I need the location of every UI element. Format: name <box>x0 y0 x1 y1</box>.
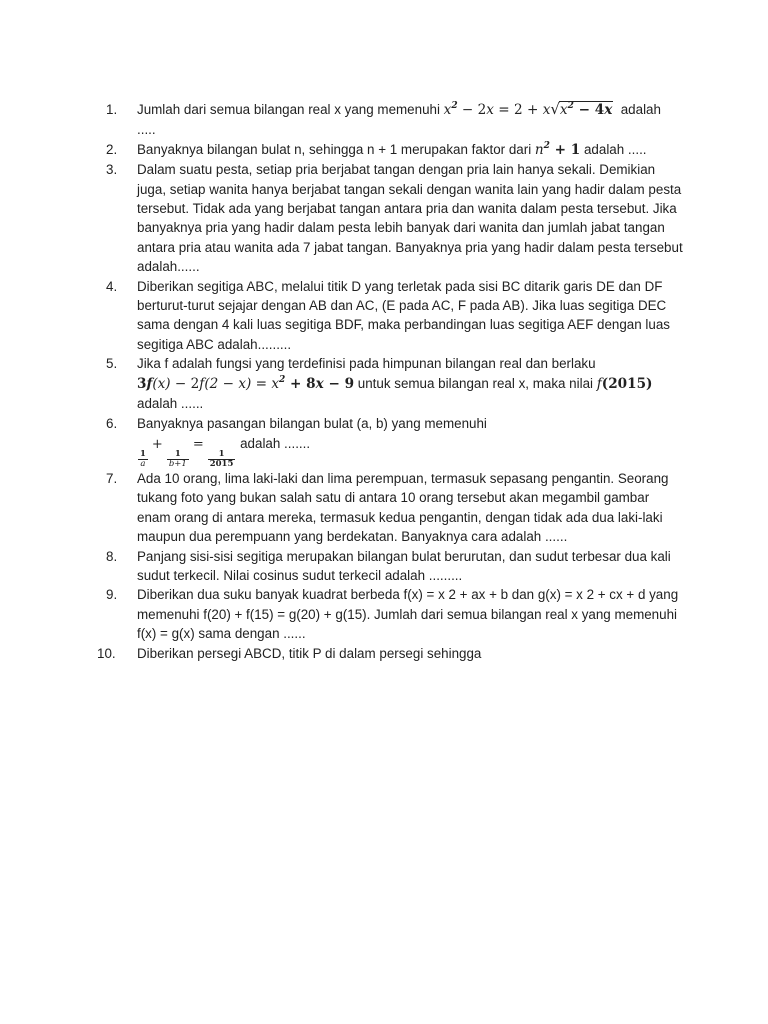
equals-sign: = <box>192 436 204 452</box>
problem-text: Jumlah dari semua bilangan real x yang memenuhi <box>137 102 444 117</box>
equation: $3f(x) - 2f(2 - x) = x^2 + 8x - 9$ <box>137 374 355 392</box>
problem-number: 10. <box>97 645 116 661</box>
problem-9 <box>106 585 686 643</box>
problem-text: Dalam suatu pesta, setiap pria berjabat tangan dengan pria lain hanya sekali. Demikian juga, setiap wanita hanya berjabat tangan sekali dengan wanita lain yang hadir dalam pesta tersebut. Tidak ada yang berjabat tangan antara pria dan wanita dalam pesta tersebut. Jika banyaknya pria yang hadir dalam pesta lebih banyak dari wanita dan jumlah jabat tangan antara pria atau wanita ada 7 jabat tangan. Banyaknya pria yang hadir dalam pesta tersebut adalah...... <box>137 162 683 275</box>
equation-value: f(2015) <box>596 375 653 392</box>
problem-list <box>97 100 686 663</box>
problem-7 <box>106 469 686 547</box>
problem-10 <box>97 644 686 663</box>
plus-sign: + <box>151 436 163 452</box>
problem-6 <box>106 414 686 469</box>
problem-1 <box>106 100 686 140</box>
problem-number: 4. <box>106 278 118 294</box>
radicand: $x^2 - 4x$ <box>559 101 613 118</box>
problem-text: Diberikan dua suku banyak kuadrat berbeda f(x) = x 2 + ax + b dan g(x) = x 2 + cx + d yang memenuhi f(20) + f(15) = g(20) + g(15). Jumlah dari semua bilangan real x yang memenuhi f(x) = g(x) sama dengan ...... <box>137 587 679 642</box>
equation-line <box>137 374 686 394</box>
problem-text: Ada 10 orang, lima laki-laki dan lima perempuan, termasuk sepasang pengantin. Seorang tukang foto yang bukan salah satu di antara 10 orang tersebut akan megambil gambar enam orang di antara mereka, termasuk kedua pengantin, dengan tidak ada dua laki-laki maupun dua perempuann yang berdekatan. Banyaknya cara adalah ...... <box>137 470 669 545</box>
problem-number: 7. <box>106 470 118 486</box>
problem-number: 1. <box>106 102 118 117</box>
problem-text: Diberikan persegi ABCD, titik P di dalam persegi sehingga <box>137 645 482 661</box>
problem-number: 3. <box>106 162 118 178</box>
problem-continuation: adalah ...... <box>137 396 204 412</box>
problem-number: 8. <box>106 548 118 564</box>
problem-text-after: adalah ....... <box>236 435 311 451</box>
problem-8 <box>106 547 686 586</box>
problem-text-after: adalah ..... <box>580 141 647 157</box>
problem-number: 9. <box>106 587 118 603</box>
problem-continuation: ..... <box>137 122 156 138</box>
problem-number: 2. <box>106 141 118 157</box>
problem-2 <box>106 140 686 160</box>
problem-text: Banyaknya pasangan bilangan bulat (a, b) yang memenuhi <box>137 415 487 431</box>
fraction-1-over-b-plus-1: $\frac{1}{b+1}$ <box>168 448 187 469</box>
problem-number: 6. <box>106 415 118 431</box>
problem-5 <box>106 354 686 413</box>
problem-text: Panjang sisi-sisi segitiga merupakan bilangan bulat berurutan, dan sudut terbesar dua kali sudut terkecil. Nilai cosinus sudut terkecil adalah ......... <box>137 548 671 583</box>
equation-line <box>137 434 686 469</box>
problem-text: Jika f adalah fungsi yang terdefinisi pada himpunan bilangan real dan berlaku <box>137 356 596 372</box>
radical-sign: √ <box>550 100 560 118</box>
problem-3 <box>106 160 686 276</box>
equation: $n^2 + 1$ <box>534 140 581 158</box>
problem-text-after: adalah <box>613 102 661 117</box>
equation: $x^2 - 2x = 2 + x√x^2 - 4x$ <box>443 100 613 118</box>
problem-text: Diberikan segitiga ABC, melalui titik D yang terletak pada sisi BC ditarik garis DE dan DF berturut-turut sejajar dengan AB dan AC, (E pada AC, F pada AB). Jika luas segitiga DEC sama dengan 4 kali luas segitiga BDF, maka perbandingan luas segitiga AEF dengan luas segitiga ABC adalah......... <box>137 278 670 352</box>
problem-number: 5. <box>106 356 118 372</box>
problem-4 <box>106 277 686 355</box>
fraction-1-over-a: $\frac{1}{a}$ <box>140 448 146 469</box>
problem-text: Banyaknya bilangan bulat n, sehingga n + 1 merupakan faktor dari <box>137 141 535 157</box>
fraction-1-over-2015: $\frac{1}{2015}$ <box>209 448 234 469</box>
problem-text-mid: untuk semua bilangan real x, maka nilai <box>354 375 597 391</box>
